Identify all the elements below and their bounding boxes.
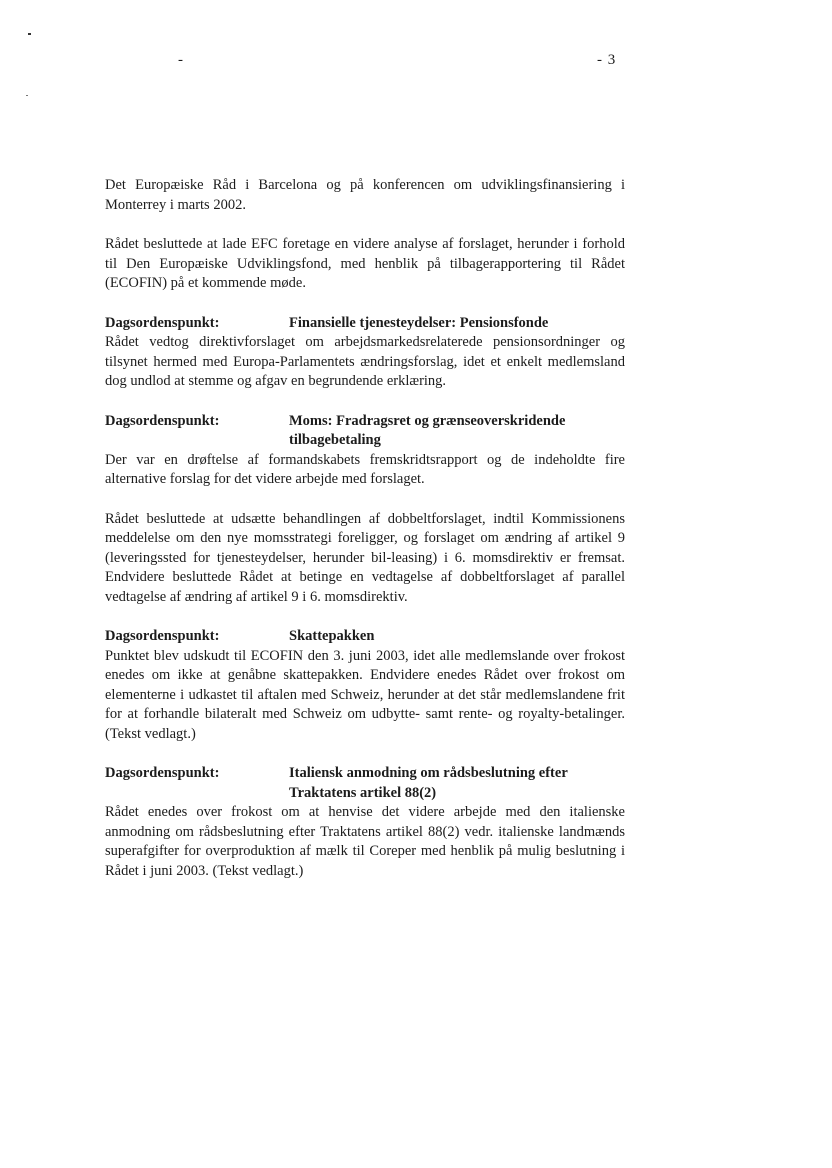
agenda-item-title: Skattepakken (289, 628, 375, 644)
agenda-item-body (105, 451, 625, 608)
header-left-mark: - (178, 52, 183, 68)
agenda-item-body (105, 803, 625, 881)
document-body (105, 176, 625, 901)
agenda-item-paragraph: Punktet blev udskudt til ECOFIN den 3. juni 2003, idet alle medlemslande over frokost enedes om ikke at genåbne skattepakken. Endvidere enedes Rådet over frokost om elementerne i udkastet til aftalen med Schweiz, herunder at det står medlemslandene frit for at forhandle bilateralt med Schweiz om udbytte- samt rente- og royalty-betalinger. (Tekst vedlagt.) (105, 647, 625, 742)
agenda-item (105, 627, 625, 744)
agenda-item-heading (105, 412, 625, 451)
agenda-item-body (105, 647, 625, 745)
page-number: - 3 (597, 52, 617, 68)
scan-speck (28, 33, 31, 35)
agenda-item-heading (105, 764, 625, 803)
page-header (0, 52, 832, 72)
agenda-item-paragraph: Rådet besluttede at udsætte behandlingen af dobbeltforslaget, indtil Kommissionens meddelelse om den nye momsstrategi foreligger, og forslaget om ændring af artikel 9 (leveringssted for tjenesteydelser, herunder bil-leasing) i 6. momsdirektiv er fremsat. Endvidere besluttede Rådet at betinge en vedtagelse af dobbeltforslaget af parallel vedtagelse af ændring af artikel 9 i 6. momsdirektiv. (105, 510, 625, 605)
agenda-item-body (105, 333, 625, 392)
agenda-item-paragraph: Rådet vedtog direktivforslaget om arbejdsmarkedsrelaterede pensionsordninger og tilsynet hermed med Europa-Parlamentets ændringsforslag, idet et enkelt medlemsland dog undlod at stemme og afgav en begrundende erklæring. (105, 334, 625, 389)
agenda-item (105, 314, 625, 392)
agenda-item-title: Finansielle tjenesteydelser: Pensionsfonde (289, 314, 549, 331)
agenda-item-heading (105, 627, 625, 647)
agenda-item (105, 412, 625, 608)
agenda-item-title: Moms: Fradragsret og grænseoverskridende tilbagebetaling (289, 412, 566, 448)
agenda-item-label: Dagsordenspunkt: (105, 628, 220, 644)
agenda-item-title: Italiensk anmodning om rådsbeslutning efter Traktatens artikel 88(2) (289, 765, 568, 801)
intro-paragraph: Det Europæiske Råd i Barcelona og på konferencen om udviklingsfinansiering i Monterrey i marts 2002. (105, 177, 625, 213)
agenda-item-paragraph: Rådet enedes over frokost om at henvise det videre arbejde med den italienske anmodning om rådsbeslutning efter Traktatens artikel 88(2) vedr. italienske landmænds superafgifter for overproduktion af mælk til Coreper med henblik på mulig beslutning i Rådet i juni 2003. (Tekst vedlagt.) (105, 804, 625, 879)
scan-speck (26, 95, 28, 96)
agenda-item-heading (105, 314, 625, 334)
agenda-item (105, 764, 625, 881)
agenda-item-paragraph: Der var en drøftelse af formandskabets fremskridtsrapport og de indeholdte fire alternative forslag for det videre arbejde med forslaget. (105, 451, 625, 487)
agenda-item-label: Dagsordenspunkt: (105, 412, 220, 429)
agenda-item-label: Dagsordenspunkt: (105, 314, 220, 331)
intro-paragraph: Rådet besluttede at lade EFC foretage en videre analyse af forslaget, herunder i forhold til Den Europæiske Udviklingsfond, med henblik på tilbagerapportering til Rådet (ECOFIN) på et kommende møde. (105, 236, 625, 291)
agenda-item-label: Dagsordenspunkt: (105, 765, 220, 781)
